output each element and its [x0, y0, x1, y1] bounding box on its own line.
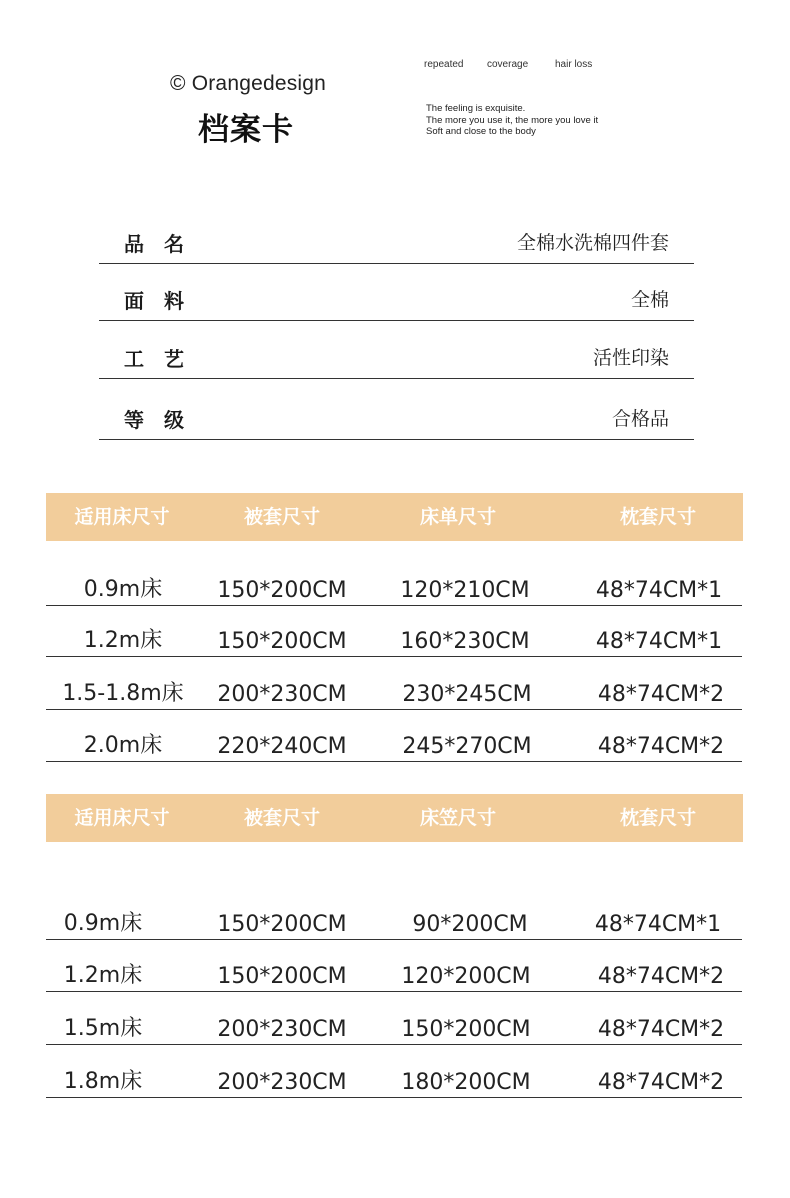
table2-header-pillow: 枕套尺寸: [619, 807, 696, 829]
spec-row-product: [99, 207, 694, 264]
cell-sheet: 120*210CM: [400, 578, 530, 603]
cell-bed: 1.2m床: [63, 963, 143, 988]
spec-value: 合格品: [611, 408, 669, 430]
spec-value: 活性印染: [592, 347, 669, 369]
cell-fitted-sheet: 150*200CM: [401, 1017, 531, 1042]
tagline: [426, 103, 598, 138]
cell-duvet: 150*200CM: [217, 629, 347, 654]
cell-bed: 1.2m床: [83, 628, 163, 653]
table1-header-sheet: 床单尺寸: [419, 506, 496, 528]
tag-hair-loss: hair loss: [555, 59, 593, 70]
cell-bed: 0.9m床: [63, 911, 143, 936]
cell-fitted-sheet: 180*200CM: [401, 1070, 531, 1095]
cell-pillow: 48*74CM*2: [597, 964, 725, 989]
spec-label: 品名: [124, 232, 204, 256]
cell-pillow: 48*74CM*2: [597, 682, 725, 707]
spec-row-process: [99, 322, 694, 379]
table1-header-pillow: 枕套尺寸: [619, 506, 696, 528]
cell-bed: 2.0m床: [83, 733, 163, 758]
spec-label: 工艺: [124, 347, 204, 371]
cell-duvet: 200*230CM: [217, 682, 347, 707]
table1-header: [46, 493, 743, 541]
table-row: [46, 939, 742, 992]
cell-pillow: 48*74CM*2: [597, 1070, 725, 1095]
spec-label: 面料: [124, 289, 204, 313]
cell-fitted-sheet: 90*200CM: [412, 912, 528, 937]
table-row: [46, 604, 742, 657]
tagline-line-3: Soft and close to the body: [426, 126, 536, 137]
spec-row-grade: [99, 383, 694, 440]
spec-label: 等级: [124, 408, 204, 432]
cell-bed: 1.8m床: [63, 1069, 143, 1094]
cell-pillow: 48*74CM*2: [597, 1017, 725, 1042]
table2-header-bed: 适用床尺寸: [74, 807, 170, 829]
spec-value: 全棉水洗棉四件套: [516, 232, 669, 254]
cell-pillow: 48*74CM*1: [595, 578, 723, 603]
table-row: [46, 1045, 742, 1098]
cell-fitted-sheet: 120*200CM: [401, 964, 531, 989]
cell-duvet: 150*200CM: [217, 578, 347, 603]
tagline-line-1: The feeling is exquisite.: [426, 103, 526, 114]
tagline-line-2: The more you use it, the more you love it: [426, 114, 599, 126]
cell-duvet: 200*230CM: [217, 1017, 347, 1042]
cell-sheet: 245*270CM: [402, 734, 532, 759]
table-row: [46, 887, 742, 940]
table-row: [46, 709, 742, 762]
cell-duvet: 200*230CM: [217, 1070, 347, 1095]
spec-row-fabric: [99, 264, 694, 321]
cell-pillow: 48*74CM*1: [594, 912, 722, 937]
cell-bed: 1.5-1.8m床: [62, 681, 184, 706]
table-row: [46, 553, 742, 606]
tag-repeated: repeated: [424, 59, 464, 70]
cell-bed: 0.9m床: [83, 577, 163, 602]
brand-name: © Orangedesign: [170, 72, 327, 95]
table2-header-duvet: 被套尺寸: [243, 807, 320, 829]
table1-header-bed: 适用床尺寸: [74, 506, 170, 528]
cell-pillow: 48*74CM*1: [595, 629, 723, 654]
cell-duvet: 150*200CM: [217, 964, 347, 989]
page-title: 档案卡: [198, 112, 294, 148]
table2-header-fitted-sheet: 床笠尺寸: [419, 807, 496, 829]
spec-value: 全棉: [630, 289, 669, 311]
cell-bed: 1.5m床: [63, 1016, 143, 1041]
cell-pillow: 48*74CM*2: [597, 734, 725, 759]
table-row: [46, 657, 742, 710]
cell-duvet: 150*200CM: [217, 912, 347, 937]
cell-sheet: 160*230CM: [400, 629, 530, 654]
tag-coverage: coverage: [487, 59, 529, 70]
table2-header: [46, 794, 743, 842]
table1-header-duvet: 被套尺寸: [243, 506, 320, 528]
table-row: [46, 992, 742, 1045]
cell-duvet: 220*240CM: [217, 734, 347, 759]
cell-sheet: 230*245CM: [402, 682, 532, 707]
